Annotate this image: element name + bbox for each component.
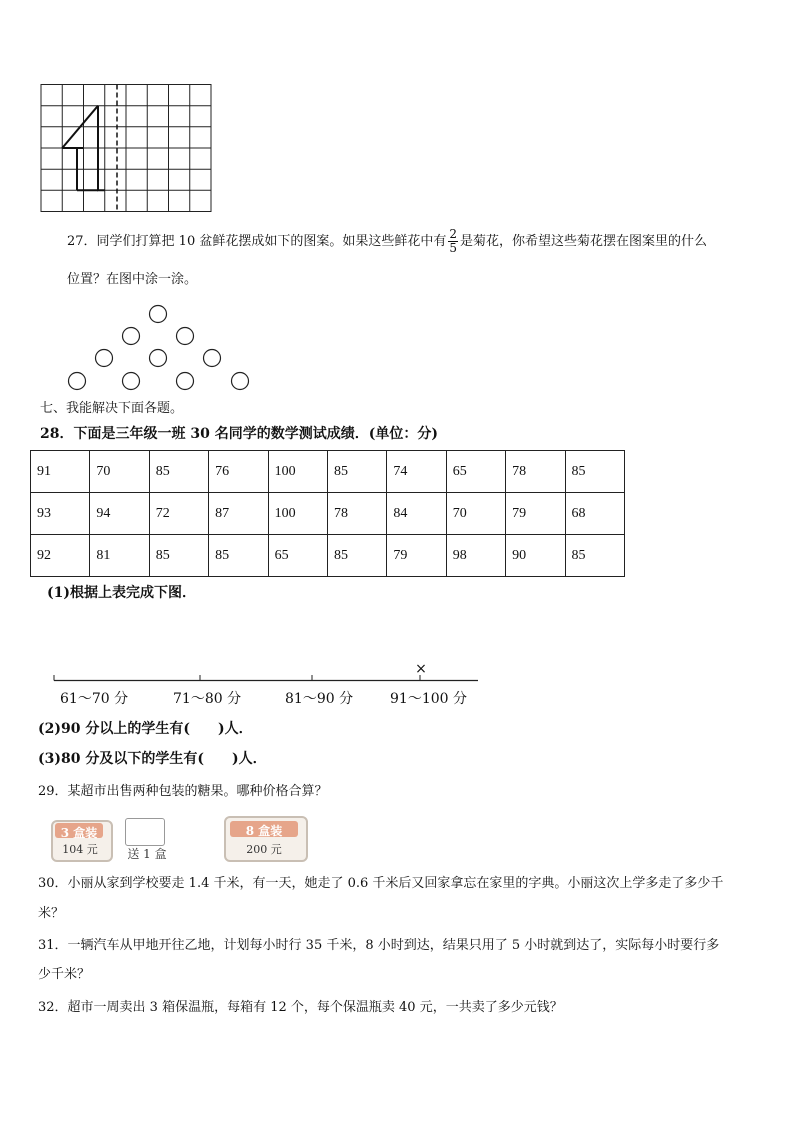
grid-figure [40, 84, 214, 214]
gift-box [125, 818, 165, 846]
candy-pack-large [218, 812, 310, 862]
table-row [31, 451, 625, 493]
q31-line2: 少千米？ [38, 967, 91, 982]
pack2-price: 200 元 [246, 843, 282, 856]
q30-line1: 30．小丽从家到学校要走 1.4 千米，有一天，她走了 0.6 千米后又回家拿忘在家里的字典。小丽这次上学多走了多少千 [38, 876, 724, 891]
q27-line2: 位置？在图中涂一涂。 [67, 272, 198, 287]
pack1-label: 3 盒装 [60, 826, 98, 840]
axis-label: 91～100 分 [390, 691, 467, 707]
q30-line2: 米？ [38, 906, 65, 921]
table-cell: 94 [90, 493, 149, 535]
fraction: $\frac{2}{5}$ [449, 227, 457, 255]
table-cell: 76 [209, 451, 268, 493]
table-cell: 70 [90, 451, 149, 493]
table-cell: 85 [149, 451, 208, 493]
table-cell: 79 [387, 535, 446, 577]
flower-circle [204, 350, 221, 367]
flower-circle [232, 373, 249, 390]
axis-label: 81～90 分 [285, 691, 354, 707]
table-cell: 65 [446, 451, 505, 493]
flower-circle [123, 373, 140, 390]
gift-label: 送 1 盒 [127, 847, 167, 861]
q28-title: 28．下面是三年级一班 30 名同学的数学测试成绩．(单位：分) [40, 426, 438, 442]
table-cell: 98 [446, 535, 505, 577]
table-cell: 78 [327, 493, 386, 535]
flower-circle [69, 373, 86, 390]
table-row [31, 493, 625, 535]
axis-label: 61～70 分 [60, 691, 129, 707]
candy-packs-small [43, 814, 178, 864]
pack1-price: 104 元 [62, 843, 98, 856]
q28-sub1: (1)根据上表完成下图． [47, 585, 196, 601]
table-cell: 85 [327, 451, 386, 493]
table-cell: 100 [268, 451, 327, 493]
q27-text-before: 27．同学们打算把 10 盆鲜花摆成如下的图案。如果这些鲜花中有 [67, 234, 447, 249]
pack2-label: 8 盒装 [245, 824, 283, 838]
table-cell: 74 [387, 451, 446, 493]
table-cell: 68 [565, 493, 624, 535]
table-cell: 85 [565, 535, 624, 577]
table-cell: 85 [327, 535, 386, 577]
table-cell: 93 [31, 493, 90, 535]
table-row [31, 535, 625, 577]
q27-text-after: 是菊花，你希望这些菊花摆在图案里的什么 [460, 234, 708, 249]
q28-sub2: (2)90 分以上的学生有( )人． [38, 721, 253, 737]
q31-line1: 31．一辆汽车从甲地开往乙地，计划每小时行 35 千米，8 小时到达，结果只用了 5 小时就到达了，实际每小时要行多 [38, 938, 720, 953]
table-cell: 84 [387, 493, 446, 535]
flower-circle [123, 328, 140, 345]
table-cell: 90 [506, 535, 565, 577]
table-cell: 87 [209, 493, 268, 535]
table-cell: 92 [31, 535, 90, 577]
flower-pattern [60, 300, 260, 395]
flower-circle [177, 328, 194, 345]
flower-circle [150, 350, 167, 367]
table-cell: 79 [506, 493, 565, 535]
table-cell: 85 [565, 451, 624, 493]
table-cell: 81 [90, 535, 149, 577]
section-title: 七、我能解决下面各题。 [40, 401, 184, 416]
table-cell: 85 [209, 535, 268, 577]
axis-label: 71～80 分 [173, 691, 242, 707]
flower-circle [96, 350, 113, 367]
table-cell: 100 [268, 493, 327, 535]
table-cell: 91 [31, 451, 90, 493]
q27-text [67, 228, 707, 255]
q29-text: 29．某超市出售两种包装的糖果。哪种价格合算？ [38, 784, 328, 799]
table-cell: 70 [446, 493, 505, 535]
scores-table [30, 450, 625, 577]
q32-line1: 32．超市一周卖出 3 箱保温瓶，每箱有 12 个，每个保温瓶卖 40 元，一共卖了多少元钱？ [38, 1000, 563, 1015]
flower-circle [150, 306, 167, 323]
number-line [50, 655, 485, 685]
table-cell: 72 [149, 493, 208, 535]
table-cell: 85 [149, 535, 208, 577]
table-cell: 78 [506, 451, 565, 493]
flower-circle [177, 373, 194, 390]
table-cell: 65 [268, 535, 327, 577]
x-mark: × [415, 661, 427, 677]
q28-sub3: (3)80 分及以下的学生有( )人． [38, 751, 267, 767]
